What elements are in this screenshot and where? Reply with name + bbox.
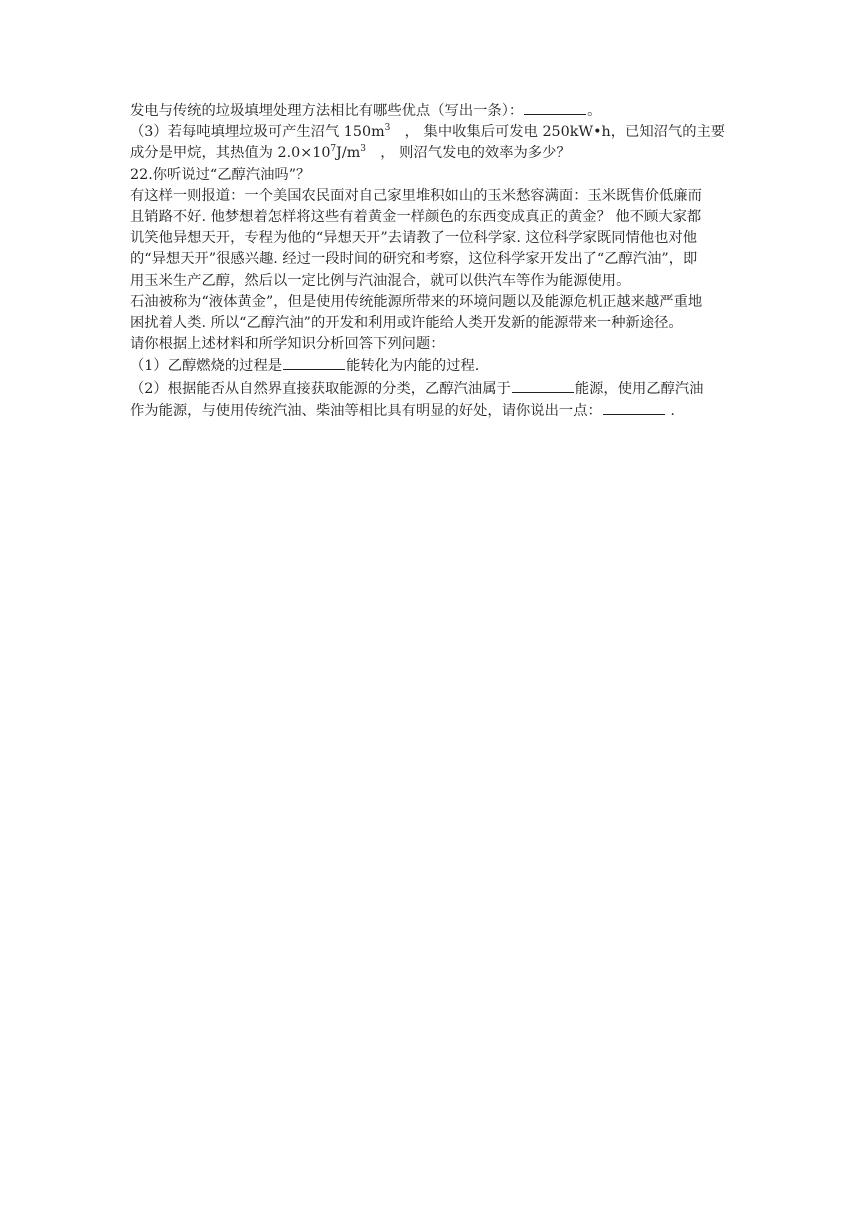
q22-paragraph-1-line-3: 讥笑他异想天开，专程为他的“异想天开”去请教了一位科学家. 这位科学家既同情他也对他 <box>130 230 697 247</box>
text: （2）根据能否从自然界直接获取能源的分类，乙醇汽油属于 <box>130 380 511 397</box>
q21-line-1 <box>130 100 734 122</box>
text: 成分是甲烷，其热值为 2.0×10 <box>130 145 331 162</box>
text: ， 则沼气发电的效率为多少？ <box>366 145 571 162</box>
superscript: 3 <box>360 144 366 155</box>
q22-subquestion-2-line-2 <box>130 400 734 422</box>
text: 能转化为内能的过程. <box>346 358 480 375</box>
text: J/m <box>336 145 361 162</box>
q22-paragraph-2-line-1: 石油被称为“液体黄金”，但是使用传统能源所带来的环境问题以及能源危机正越来越严重地 <box>130 293 703 310</box>
text: （1）乙醇燃烧的过程是 <box>130 358 283 375</box>
q22-paragraph-1-line-4: 的“异想天开”很感兴趣. 经过一段时间的研究和考察，这位科学家开发出了“乙醇汽油”，即 <box>130 251 698 268</box>
q22-paragraph-1-line-1: 有这样一则报道：一个美国农民面对自己家里堆积如山的玉米愁容满面：玉米既售价低廉而 <box>130 187 702 204</box>
superscript: 3 <box>384 123 391 134</box>
text: 作为能源，与使用传统汽油、柴油等相比具有明显的好处，请你说出一点： <box>130 402 602 419</box>
q21-part3-line-2 <box>130 143 734 164</box>
answer-blank <box>512 378 574 393</box>
q22-paragraph-1-line-2: 且销路不好. 他梦想着怎样将这些有着黄金一样颜色的东西变成真正的黄金？ 他不顾大家都 <box>130 209 702 226</box>
q22-subquestion-1 <box>130 355 734 377</box>
text: （3）若每吨填埋垃圾可产生沼气 150m <box>130 124 385 141</box>
q22-paragraph-2-line-2: 困扰着人类. 所以“乙醇汽油”的开发和利用或许能给人类开发新的能源带来一种新途径。 <box>130 315 683 332</box>
text: ， 集中收集后可发电 250kW•h，已知沼气的主要 <box>390 124 726 141</box>
text: 。 <box>587 103 602 119</box>
answer-blank <box>524 100 586 115</box>
text: 能源，使用乙醇汽油 <box>574 380 704 397</box>
q22-subquestion-2-line-1 <box>130 378 734 400</box>
q22-paragraph-1-line-5: 用玉米生产乙醇，然后以一定比例与汽油混合，就可以供汽车等作为能源使用。 <box>130 272 631 289</box>
text: 发电与传统的垃圾填埋处理方法相比有哪些优点（写出一条）： <box>130 103 524 119</box>
superscript: 7 <box>330 144 337 155</box>
q21-part3-line-1 <box>130 122 734 143</box>
document-page <box>130 100 734 422</box>
q22-instruction: 请你根据上述材料和所学知识分析回答下列问题： <box>130 336 445 353</box>
text: . <box>665 402 675 419</box>
answer-blank <box>283 355 345 370</box>
answer-blank <box>603 400 665 415</box>
q22-title: 22.你听说过“乙醇汽油吗”？ <box>130 166 311 183</box>
